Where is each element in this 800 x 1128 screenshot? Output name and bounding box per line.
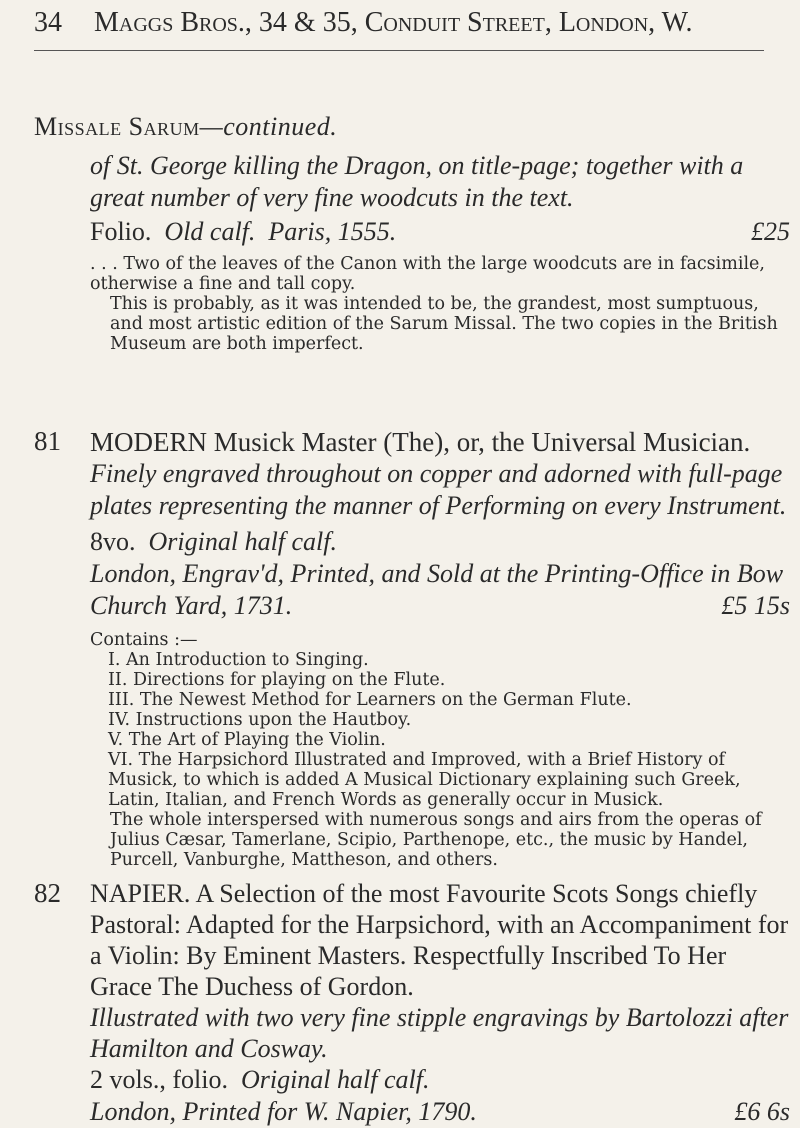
- lot-82-description: Illustrated with two very fine stipple engravings by Bartolozzi after Hamilton and Cosway.: [90, 1003, 789, 1063]
- lot-81-entry: [90, 426, 790, 870]
- section-heading: [34, 112, 337, 142]
- lot-81-contents: [90, 650, 790, 810]
- lot-81-heading: MODERN Musick Master (The), or, the Universal Musician.: [90, 427, 751, 457]
- lot-81-imprint-line: [90, 558, 790, 622]
- missale-binding: Old calf.: [164, 217, 256, 246]
- lot-82-collation: [90, 1064, 790, 1096]
- missale-collation: [90, 216, 790, 248]
- page-number: 34: [34, 7, 62, 38]
- missale-note-edition: This is probably, as it was intended to be, the grandest, most sumptuous, and most artistic edition of the Sarum Missal. The two copies in the British Museum are both imperfect.: [110, 294, 778, 354]
- lot-82-entry: [90, 878, 790, 1128]
- lot-81-collation: [90, 526, 790, 558]
- missale-note-facsimile: . . . Two of the leaves of the Canon with the large woodcuts are in facsimile, otherwise a fine and tall copy.: [90, 254, 765, 294]
- list-item: III. The Newest Method for Learners on the German Flute.: [108, 690, 632, 710]
- lot-82-price: £6 6s: [734, 1097, 790, 1126]
- lot-number-82: 82: [34, 878, 61, 908]
- lot-81-format: 8vo.: [90, 527, 136, 556]
- list-item: I. An Introduction to Singing.: [108, 650, 369, 670]
- lot-82-binding: Original half calf.: [240, 1065, 430, 1094]
- lot-81-price: £5 15s: [721, 591, 790, 620]
- missale-entry: [90, 150, 790, 354]
- list-item: IV. Instructions upon the Hautboy.: [108, 710, 412, 730]
- missale-price: £25: [751, 217, 790, 246]
- section-title: Missale Sarum: [34, 112, 200, 141]
- lot-82-imprint-line: [90, 1096, 790, 1128]
- firm-address: Maggs Bros., 34 & 35, Conduit Street, London, W.: [94, 7, 693, 38]
- missale-imprint: Paris, 1555.: [268, 217, 397, 246]
- page-header: [34, 6, 764, 51]
- list-item: II. Directions for playing on the Flute.: [108, 670, 446, 690]
- list-item: VI. The Harpsichord Illustrated and Improved, with a Brief History of Musick, to which is added A Musical Dictionary explaining such Greek, Latin, Italian, and French Words as generally occur in Musick.: [108, 750, 741, 810]
- lot-number-81: 81: [34, 426, 61, 456]
- missale-title-line: of St. George killing the Dragon, on title-page; together with a great number of very fine woodcuts in the text.: [90, 151, 744, 212]
- continued-label: —continued.: [199, 112, 338, 141]
- lot-81-imprint: London, Engrav'd, Printed, and Sold at the Printing-Office in Bow Church Yard, 1731.: [90, 559, 784, 620]
- lot-81-note: The whole interspersed with numerous songs and airs from the operas of Julius Cæsar, Tamerlane, Scipio, Parthenope, etc., the music by Handel, Purcell, Vanburghe, Mattheson, and others.: [110, 810, 762, 870]
- lot-81-contains-label: Contains :—: [90, 630, 198, 650]
- lot-82-heading: NAPIER. A Selection of the most Favourite Scots Songs chiefly Pastoral: Adapted for the Harpsichord, with an Accompaniment for a Violin: By Eminent Masters. Respectfully Inscribed To Her Grace The Duchess of Gordon.: [90, 879, 789, 1001]
- lot-82-format: 2 vols., folio.: [90, 1065, 228, 1094]
- lot-81-description: Finely engraved throughout on copper and adorned with full-page plates representing the manner of Performing on every Instrument.: [90, 459, 787, 520]
- list-item: V. The Art of Playing the Violin.: [108, 730, 386, 750]
- lot-81-binding: Original half calf.: [148, 527, 337, 556]
- lot-82-imprint: London, Printed for W. Napier, 1790.: [90, 1097, 477, 1126]
- missale-format: Folio.: [90, 217, 152, 246]
